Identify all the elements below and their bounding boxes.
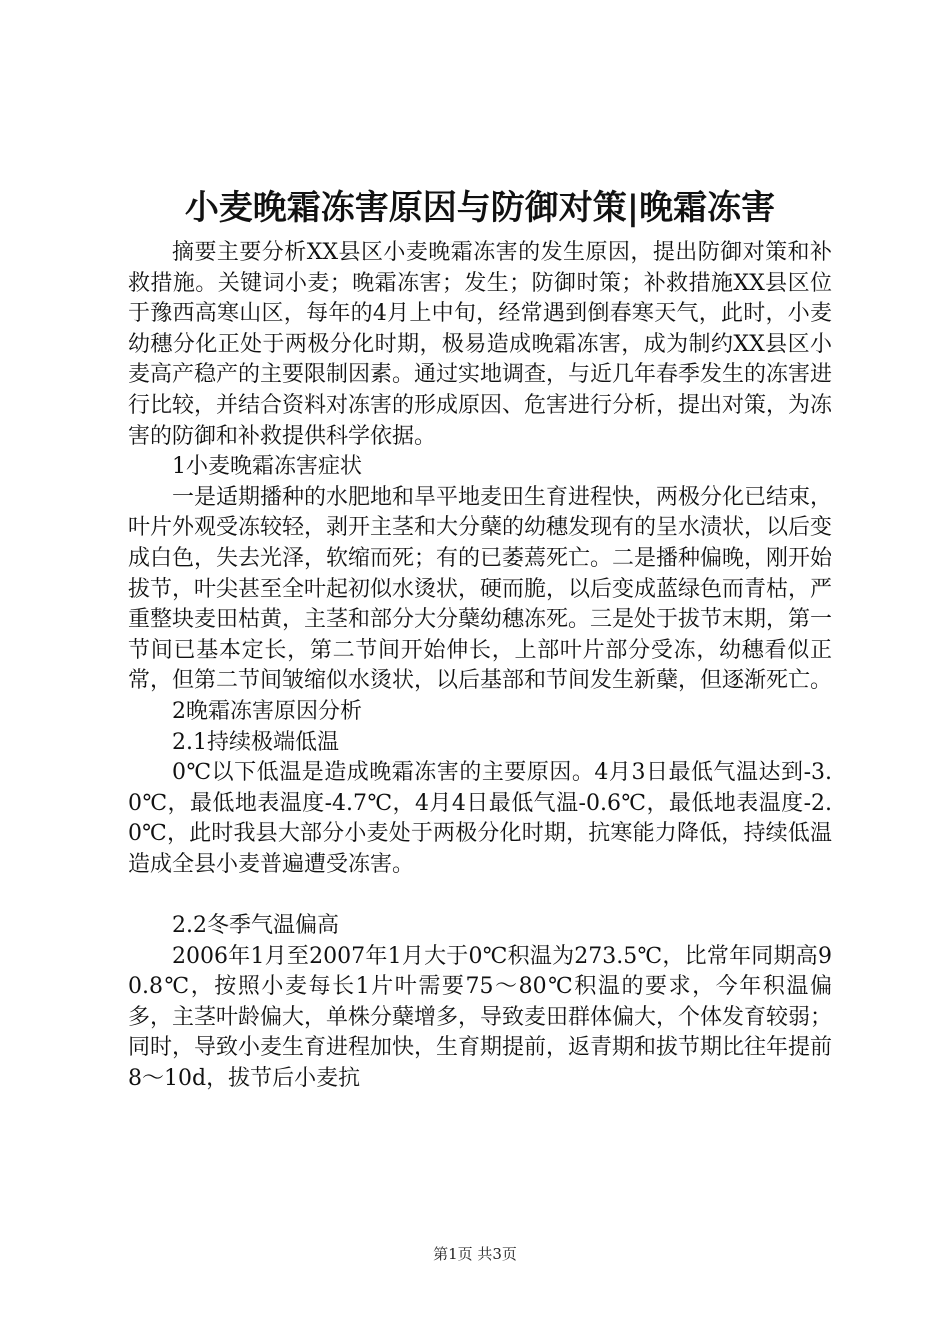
abstract-paragraph: 摘要主要分析XX县区小麦晚霜冻害的发生原因，提出防御对策和补救措施。关键词小麦；晚霜冻害；发生；防御时策；补救措施XX县区位于豫西高寒山区，每年的4月上中旬，经常遇到倒春寒天气，此时，小麦幼穗分化正处于两极分化时期，极易造成晚霜冻害，成为制约XX县区小麦高产稳产的主要限制因素。通过实地调查，与近几年春季发生的冻害进行比较，并结合资料对冻害的形成原因、危害进行分析，提出对策，为冻害的防御和补救提供科学依据。 — [128, 240, 833, 449]
warm-winter-paragraph: 2006年1月至2007年1月大于0℃积温为273.5℃，比常年同期高90.8℃，按照小麦每长1片叶需要75～80℃积温的要求，今年积温偏多，主茎叶龄偏大，单株分蘖增多，导致麦田群体偏大，个体发育较弱；同时，导致小麦生育进程加快，生育期提前，返青期和拔节期比往年提前8～10d，拔节后小麦抗 — [128, 943, 833, 1092]
page-number-footer: 第1页 共3页 — [433, 1245, 517, 1263]
subsection-heading-low-temperature: 2.1持续极端低温 — [172, 729, 339, 755]
section-heading-symptoms: 1小麦晚霜冻害症状 — [172, 454, 362, 480]
section-heading-cause-analysis: 2晚霜冻害原因分析 — [172, 698, 362, 724]
subsection-heading-warm-winter: 2.2冬季气温偏高 — [172, 913, 339, 939]
symptoms-paragraph: 一是适期播种的水肥地和旱平地麦田生育进程快，两极分化已结束，叶片外观受冻较轻，剥开主茎和大分蘖的幼穗发现有的呈水渍状，以后变成白色，失去光泽，软缩而死；有的已萎蔫死亡。二是播种偏晚，刚开始拔节，叶尖甚至全叶起初似水烫状，硬而脆，以后变成蓝绿色而青枯，严重整块麦田枯黄，主茎和部分大分蘖幼穗冻死。三是处于拔节末期，第一节间已基本定长，第二节间开始伸长，上部叶片部分受冻，幼穗看似正常，但第二节间皱缩似水烫状，以后基部和节间发生新蘖，但逐渐死亡。 — [128, 484, 833, 694]
document-body — [128, 238, 832, 1095]
low-temperature-paragraph: 0℃以下低温是造成晚霜冻害的主要原因。4月3日最低气温达到-3.0℃，最低地表温度-4.7℃，4月4日最低气温-0.6℃，最低地表温度-2.0℃，此时我县大部分小麦处于两极分化时期，抗寒能力降低，持续低温造成全县小麦普遍遭受冻害。 — [128, 760, 832, 877]
document-title: 小麦晚霜冻害原因与防御对策|晚霜冻害 — [184, 188, 776, 228]
